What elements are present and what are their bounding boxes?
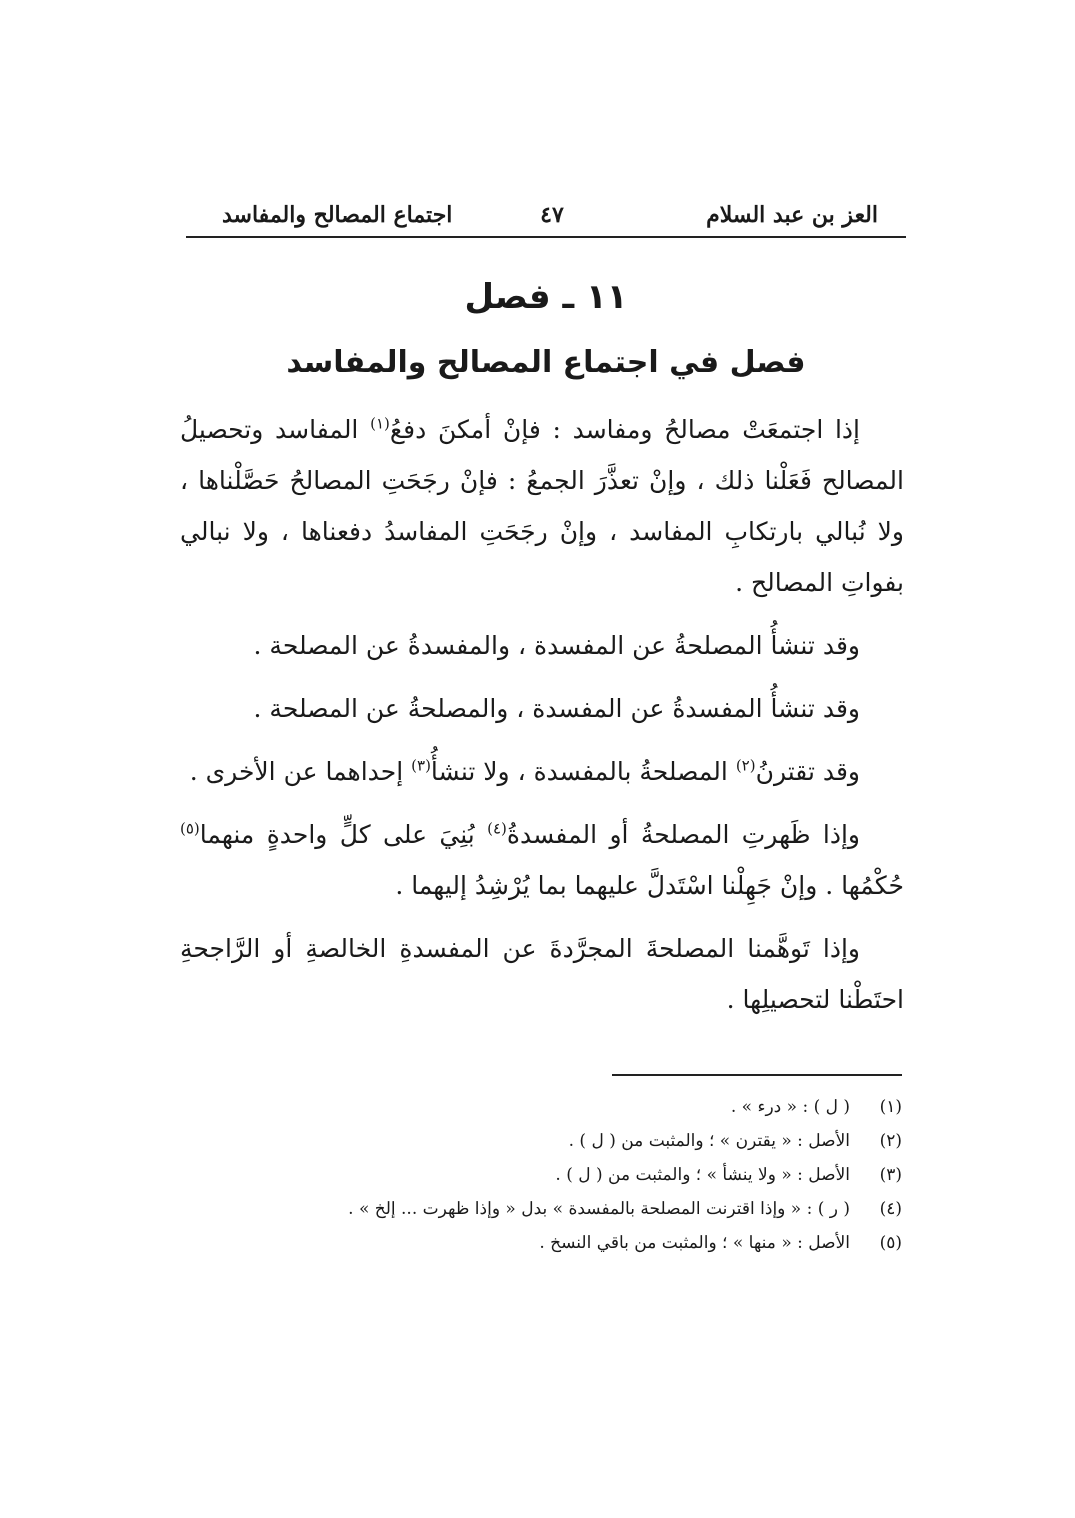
footnote-text: ( ل ) : « درء » . [730, 1097, 850, 1117]
footnote-text: ( ر ) : « وإذا اقترنت المصلحة بالمفسدة » بدل « وإذا ظهرت ... إلخ » . [348, 1199, 850, 1219]
footnote-4 [260, 1192, 902, 1226]
footnote-ref-4[interactable]: (٤) [487, 819, 507, 838]
footnote-number: (٢) [879, 1131, 902, 1151]
paragraph-3: وقد تنشأُ المفسدةُ عن المفسدة ، والمصلحةُ عن المصلحة . [253, 694, 860, 723]
chapter-title: ١١ ـ فصل [464, 277, 628, 317]
footnote-3 [260, 1158, 902, 1192]
paragraph-4: وقد تقترنُ$^{(٢)}$ المصلحةُ بالمفسدة ، ولا تنشأُ$^{(٣)}$ إحداهما عن الأخرى . [189, 756, 860, 786]
footnote-text: الأصل : « منها » ؛ والمثبت من باقي النسخ . [539, 1233, 850, 1253]
header-running-title: اجتماع المصالح والمفاسد [222, 202, 453, 228]
paragraph-2: وقد تنشأُ المصلحةُ عن المفسدة ، والمفسدةُ عن المصلحة . [253, 631, 860, 660]
header-rule [186, 236, 906, 238]
footnote-2 [260, 1124, 902, 1158]
running-header [186, 196, 906, 236]
body-text [180, 404, 904, 1025]
footnote-number: (١) [879, 1097, 902, 1117]
footnote-text: الأصل : « ولا ينشأ » ؛ والمثبت من ( ل ) . [555, 1165, 850, 1185]
paragraph-1: إذا اجتمعَتْ مصالحُ ومفاسد : فإنْ أمكنَ دفعُ$^{(١)}$ المفاسد وتحصيلُ المصالح فَعَلْنا ذلك ، وإنْ تعذَّرَ الجمعُ : فإنْ رجَحَتِ المصالحُ حَصَّلْناها ، ولا نُبالي بارتكابِ المفاسد ، وإنْ رجَحَتِ المفاسدُ دفعناها ، ولا نبالي بفواتِ المصالح . [180, 414, 904, 597]
footnote-text: الأصل : « يقترن » ؛ والمثبت من ( ل ) . [568, 1131, 850, 1151]
footnote-ref-3[interactable]: (٣) [411, 756, 431, 775]
footnote-ref-2[interactable]: (٢) [735, 756, 756, 775]
footnote-number: (٤) [879, 1199, 902, 1219]
paragraph-5: وإذا ظَهرتِ المصلحةُ أو المفسدةُ$^{(٤)}$ بُنِيَ على كلٍّ واحدةٍ منهما$^{(٥)}$ حُكْمُها . وإنْ جَهِلْنا اسْتَدلَّ عليهما بما يُرْشِدُ إليهما . [180, 819, 904, 900]
footnote-5 [260, 1226, 902, 1260]
footnote-number: (٣) [879, 1165, 902, 1185]
footnotes [260, 1090, 902, 1260]
header-author: العز بن عبد السلام [706, 202, 878, 228]
page-number: ٤٧ [540, 202, 564, 228]
footnote-ref-1[interactable]: (١) [370, 414, 390, 433]
paragraph-6: وإذا تَوهَّمنا المصلحةَ المجرَّدةَ عن المفسدةِ الخالصةِ أو الرَّاجحةِ احتَطْنا لتحصيلِها . [180, 934, 904, 1014]
section-title: فصل في اجتماع المصالح والمفاسد [286, 345, 806, 380]
footnote-rule [612, 1074, 902, 1076]
footnote-number: (٥) [879, 1233, 902, 1253]
footnote-ref-5[interactable]: (٥) [180, 819, 200, 838]
footnote-1 [260, 1090, 902, 1124]
